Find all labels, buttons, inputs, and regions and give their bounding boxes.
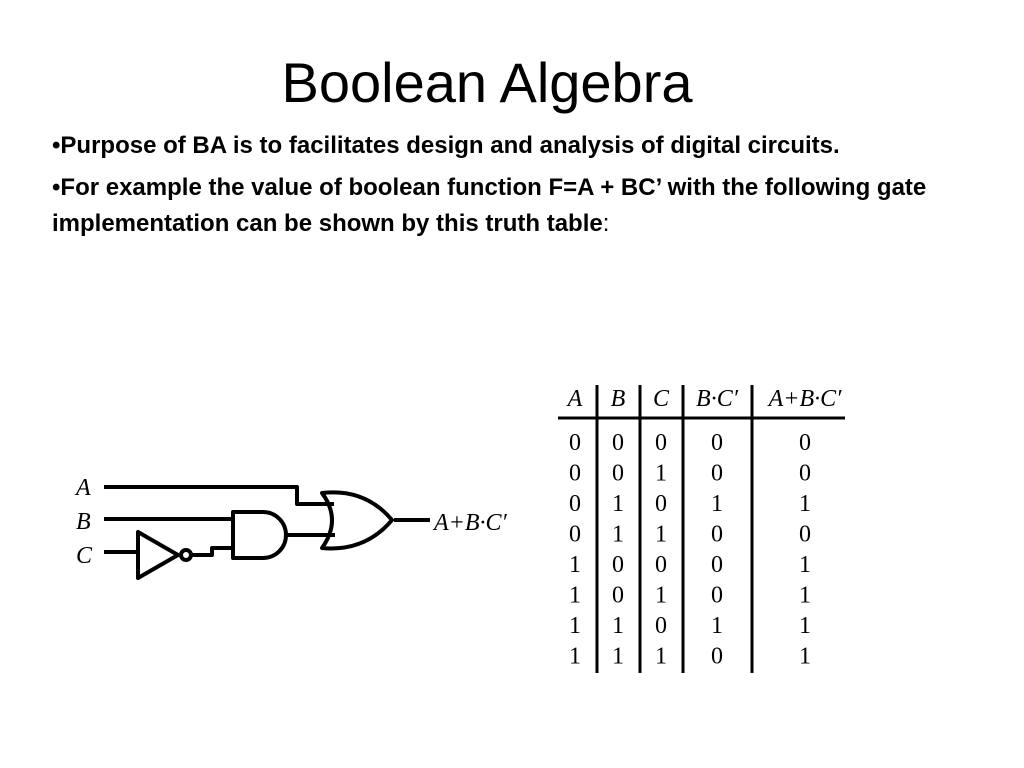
table-cell: 0 <box>612 552 624 578</box>
table-cell: 1 <box>711 613 723 639</box>
table-cell: 1 <box>655 521 667 548</box>
table-cell: 0 <box>612 460 624 487</box>
table-cell: 0 <box>612 582 624 609</box>
table-cell: 1 <box>569 552 581 578</box>
table-cell: 0 <box>612 430 624 456</box>
not-gate-bubble <box>181 550 191 560</box>
bullet-example-colon: : <box>602 210 610 237</box>
table-cell: 1 <box>799 582 811 609</box>
table-header-cell: B <box>610 386 626 412</box>
logic-circuit-diagram <box>60 460 530 600</box>
table-header-cell: B·C′ <box>696 386 738 412</box>
table-cell: 1 <box>655 643 667 670</box>
table-cell: 0 <box>655 613 667 639</box>
table-cell: 1 <box>799 643 811 670</box>
bullet-purpose: •Purpose of BA is to facilitates design and analysis of digital circuits. <box>52 132 840 159</box>
bullet-example <box>52 170 952 242</box>
table-cell: 0 <box>655 491 667 517</box>
bullet-list <box>52 128 952 248</box>
table-cell: 1 <box>569 582 581 609</box>
table-cell: 1 <box>569 613 581 639</box>
truth-table <box>555 380 855 680</box>
table-cell: 1 <box>711 491 723 517</box>
table-cell: 0 <box>711 460 723 487</box>
table-cell: 0 <box>711 552 723 578</box>
table-cell: 0 <box>569 521 581 548</box>
table-cell: 0 <box>569 430 581 456</box>
table-header-cell: C <box>652 386 670 412</box>
bullet-example-text: •For example the value of boolean function F=A + BC’ with the following gate implementation can be shown by this truth table <box>52 174 927 237</box>
table-cell: 1 <box>799 491 811 517</box>
table-header-cell: A <box>567 386 583 412</box>
table-cell: 0 <box>711 643 723 670</box>
and-gate <box>233 512 286 558</box>
table-cell: 1 <box>612 643 624 670</box>
label-input-a: A <box>76 475 91 501</box>
table-cell: 0 <box>711 430 723 456</box>
table-cell: 0 <box>711 521 723 548</box>
label-input-b: B <box>76 509 91 535</box>
label-input-c: C <box>76 543 93 569</box>
table-cell: 1 <box>612 613 624 639</box>
label-output: A+B·C′ <box>434 510 507 536</box>
table-cell: 0 <box>569 460 581 487</box>
table-cell: 0 <box>799 460 811 487</box>
table-cell: 1 <box>655 460 667 487</box>
table-cell: 0 <box>711 582 723 609</box>
table-cell: 0 <box>655 430 667 456</box>
table-cell: 0 <box>569 491 581 517</box>
table-cell: 0 <box>799 430 811 456</box>
slide-title: Boolean Algebra <box>281 51 693 114</box>
wire-c-inverted <box>191 548 233 555</box>
wire-a <box>104 487 334 504</box>
table-cell: 0 <box>799 521 811 548</box>
or-gate <box>322 492 392 548</box>
table-cell: 1 <box>799 613 811 639</box>
not-gate <box>138 532 178 578</box>
table-cell: 1 <box>569 643 581 670</box>
table-cell: 1 <box>799 552 811 578</box>
table-cell: 1 <box>612 521 624 548</box>
table-cell: 1 <box>612 491 624 517</box>
table-cell: 1 <box>655 582 667 609</box>
table-cell: 0 <box>655 552 667 578</box>
table-header-cell: A+B·C′ <box>768 386 842 412</box>
